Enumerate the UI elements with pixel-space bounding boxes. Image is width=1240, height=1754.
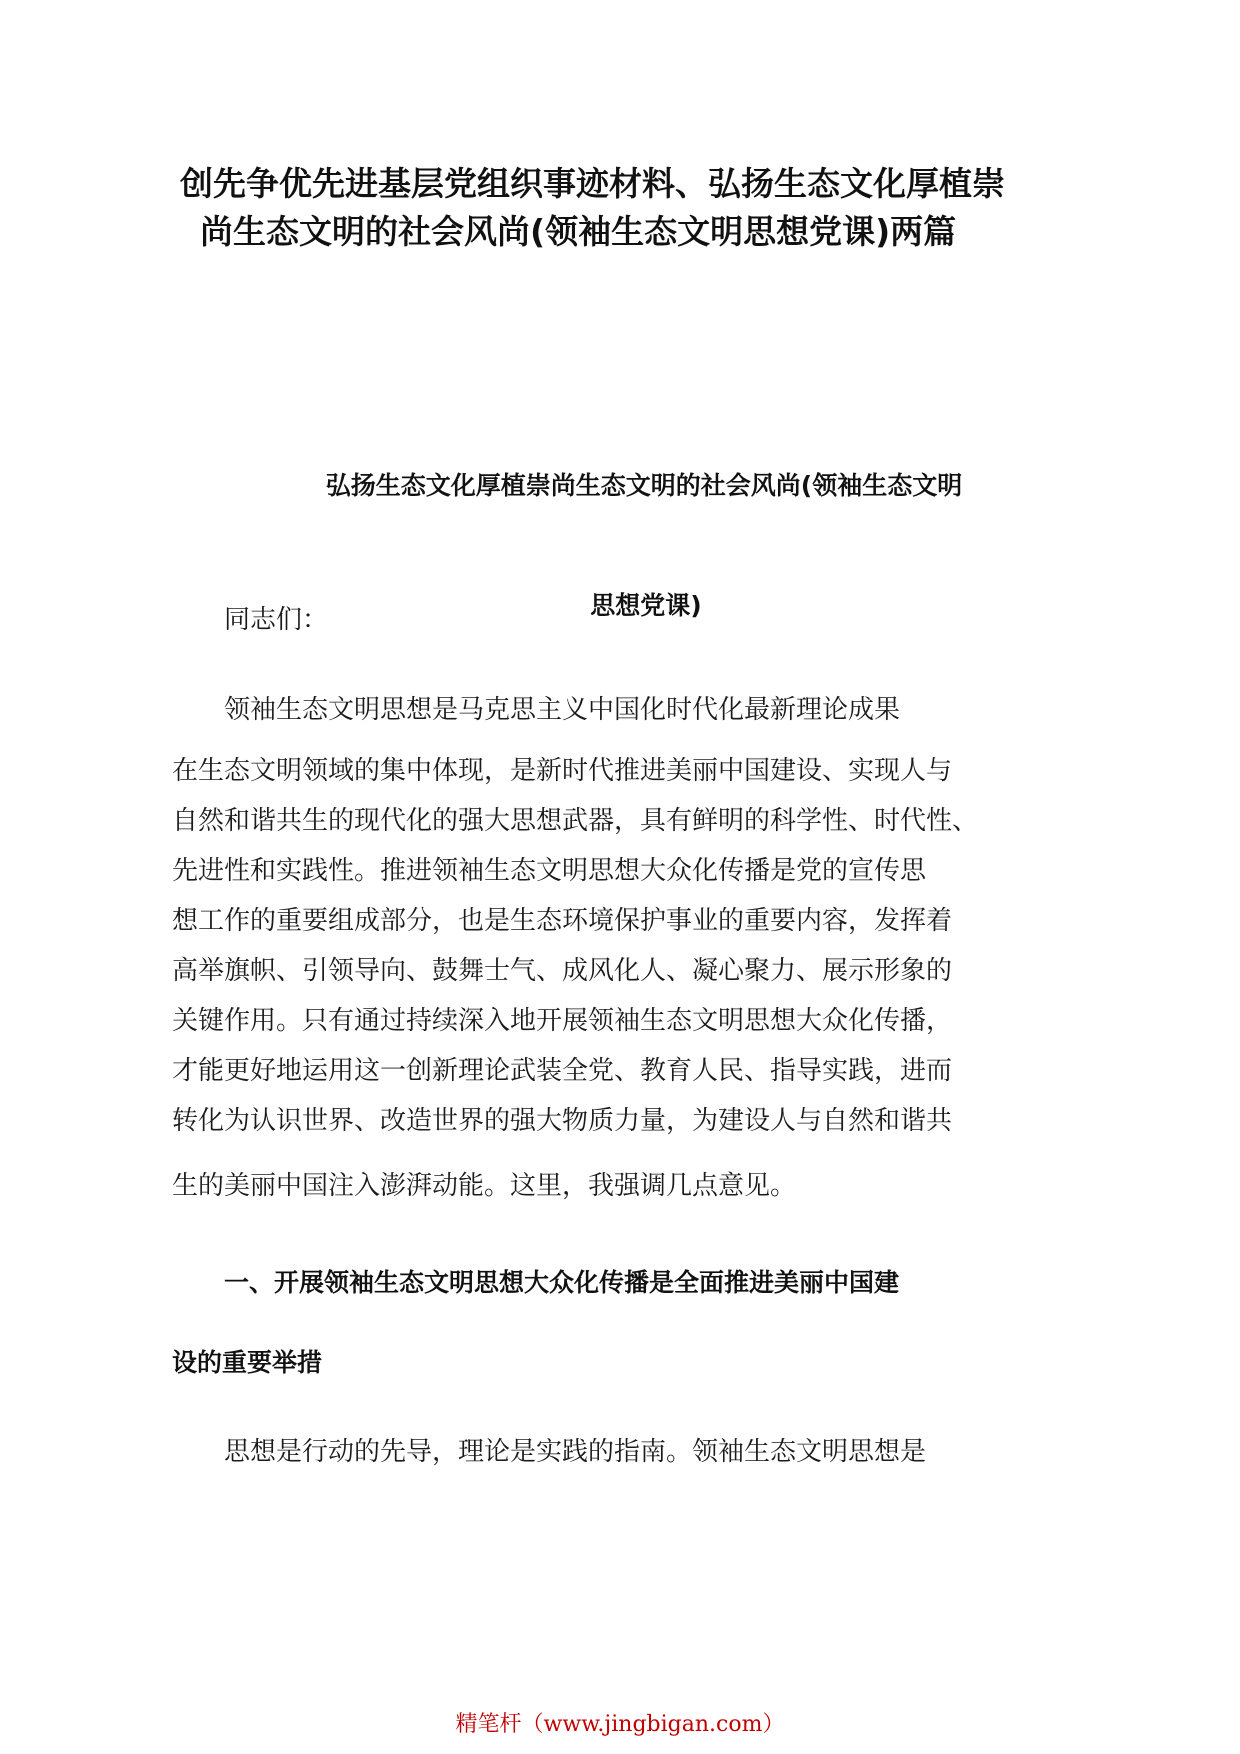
section-1-heading-line-1: 一、开展领袖生态文明思想大众化传播是全面推进美丽中国建: [224, 1268, 900, 1297]
paragraph-1-line: 自然和谐共生的现代化的强大思想武器，具有鲜明的科学性、时代性、: [172, 806, 979, 836]
paragraph-2-line: 思想是行动的先导，理论是实践的指南。领袖生态文明思想是: [224, 1437, 927, 1467]
document-main-title: [180, 160, 1060, 256]
main-title-line-2: 尚生态文明的社会风尚(领袖生态文明思想党课)两篇: [200, 212, 957, 251]
footer-watermark-link[interactable]: 精笔杆（www.jingbigan.com）: [455, 1712, 785, 1737]
paragraph-1-line: 关键作用。只有通过持续深入地开展领袖生态文明思想大众化传播，: [172, 1006, 953, 1036]
paragraph-1-line: 在生态文明领域的集中体现，是新时代推进美丽中国建设、实现人与: [172, 756, 953, 786]
paragraph-1-line: 先进性和实践性。推进领袖生态文明思想大众化传播是党的宣传思: [172, 856, 927, 886]
paragraph-1-line: 生的美丽中国注入澎湃动能。这里，我强调几点意见。: [172, 1171, 797, 1201]
section-1-heading-line-2: 设的重要举措: [172, 1348, 323, 1377]
subtitle-line-2: 思想党课): [590, 591, 702, 620]
salutation: 同志们：: [224, 605, 329, 635]
subtitle-line-1: 弘扬生态文化厚植崇尚生态文明的社会风尚(领袖生态文明: [325, 471, 963, 500]
paragraph-1-line: 转化为认识世界、改造世界的强大物质力量，为建设人与自然和谐共: [172, 1106, 953, 1136]
paragraph-1-line: 想工作的重要组成部分，也是生态环境保护事业的重要内容，发挥着: [172, 906, 953, 936]
paragraph-1-line: 才能更好地运用这一创新理论武装全党、教育人民、指导实践，进而: [172, 1056, 953, 1086]
paragraph-1-line: 高举旗帜、引领导向、鼓舞士气、成风化人、凝心聚力、展示形象的: [172, 956, 953, 986]
main-title-line-1: 创先争优先进基层党组织事迹材料、弘扬生态文化厚植崇: [180, 164, 1005, 203]
paragraph-1-line: 领袖生态文明思想是马克思主义中国化时代化最新理论成果: [224, 695, 901, 725]
